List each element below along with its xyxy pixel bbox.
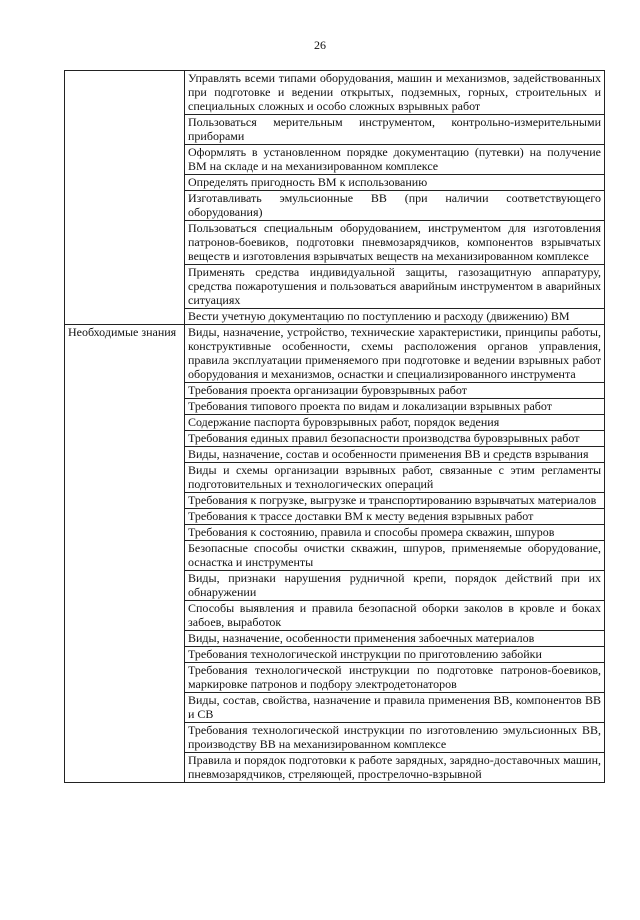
requirement-item: Требования единых правил безопасности производства буровзрывных работ [185,431,605,447]
requirement-item: Пользоваться мерительным инструментом, контрольно-измерительными приборами [185,115,605,145]
table-row [65,325,605,383]
requirement-item: Безопасные способы очистки скважин, шпуров, применяемые оборудование, оснастка и инструменты [185,541,605,571]
section-label: Необходимые знания [65,325,185,783]
requirements-table [64,70,605,783]
requirement-item: Требования типового проекта по видам и локализации взрывных работ [185,399,605,415]
requirement-item: Виды и схемы организации взрывных работ, связанные с этим регламенты подготовительных и технологических операций [185,463,605,493]
requirement-item: Изготавливать эмульсионные ВВ (при наличии соответствующего оборудования) [185,191,605,221]
requirement-item: Требования технологической инструкции по изготовлению эмульсионных ВВ, производству ВВ на механизированном комплексе [185,723,605,753]
requirement-item: Виды, назначение, особенности применения забоечных материалов [185,631,605,647]
page-number: 26 [314,38,326,52]
requirement-item: Виды, назначение, устройство, технические характеристики, принципы работы, конструктивные особенности, схемы расположения органов управления, правила эксплуатации применяемого при подготовке и ведении взрывных работ оборудования и механизмов, оснастки и специализированного инструмента [185,325,605,383]
requirement-item: Правила и порядок подготовки к работе зарядных, зарядно-доставочных машин, пневмозарядчиков, стреляющей, прострелочно-взрывной [185,753,605,783]
requirement-item: Применять средства индивидуальной защиты, газозащитную аппаратуру, средства пожаротушения и пользоваться аварийным инструментом в аварийных ситуациях [185,265,605,309]
requirement-item: Требования технологической инструкции по приготовлению забойки [185,647,605,663]
requirement-item: Пользоваться специальным оборудованием, инструментом для изготовления патронов-боевиков, подготовки пневмозарядчиков, компонентов взрывчатых веществ и изготовления взрывчатых веществ на механизированном комплексе [185,221,605,265]
requirement-item: Виды, назначение, состав и особенности применения ВВ и средств взрывания [185,447,605,463]
requirement-item: Требования к состоянию, правила и способы промера скважин, шпуров [185,525,605,541]
requirement-item: Требования проекта организации буровзрывных работ [185,383,605,399]
requirements-table-body [65,71,605,783]
section-label [65,71,185,325]
table-row [65,71,605,115]
requirement-item: Способы выявления и правила безопасной оборки заколов в кровле и боках забоев, выработок [185,601,605,631]
requirement-item: Виды, состав, свойства, назначение и правила применения ВВ, компонентов ВВ и СВ [185,693,605,723]
requirement-item: Требования к трассе доставки ВМ к месту ведения взрывных работ [185,509,605,525]
requirement-item: Оформлять в установленном порядке документацию (путевки) на получение ВМ на складе и на механизированном комплексе [185,145,605,175]
requirement-item: Определять пригодность ВМ к использованию [185,175,605,191]
requirement-item: Содержание паспорта буровзрывных работ, порядок ведения [185,415,605,431]
requirement-item: Виды, признаки нарушения рудничной крепи, порядок действий при их обнаружении [185,571,605,601]
requirement-item: Требования к погрузке, выгрузке и транспортированию взрывчатых материалов [185,493,605,509]
requirement-item: Требования технологической инструкции по подготовке патронов-боевиков, маркировке патронов и подбору электродетонаторов [185,663,605,693]
requirement-item: Управлять всеми типами оборудования, машин и механизмов, задействованных при подготовке и ведении открытых, подземных, горных, строительных и специальных сложных и особо сложных взрывных работ [185,71,605,115]
requirement-item: Вести учетную документацию по поступлению и расходу (движению) ВМ [185,309,605,325]
